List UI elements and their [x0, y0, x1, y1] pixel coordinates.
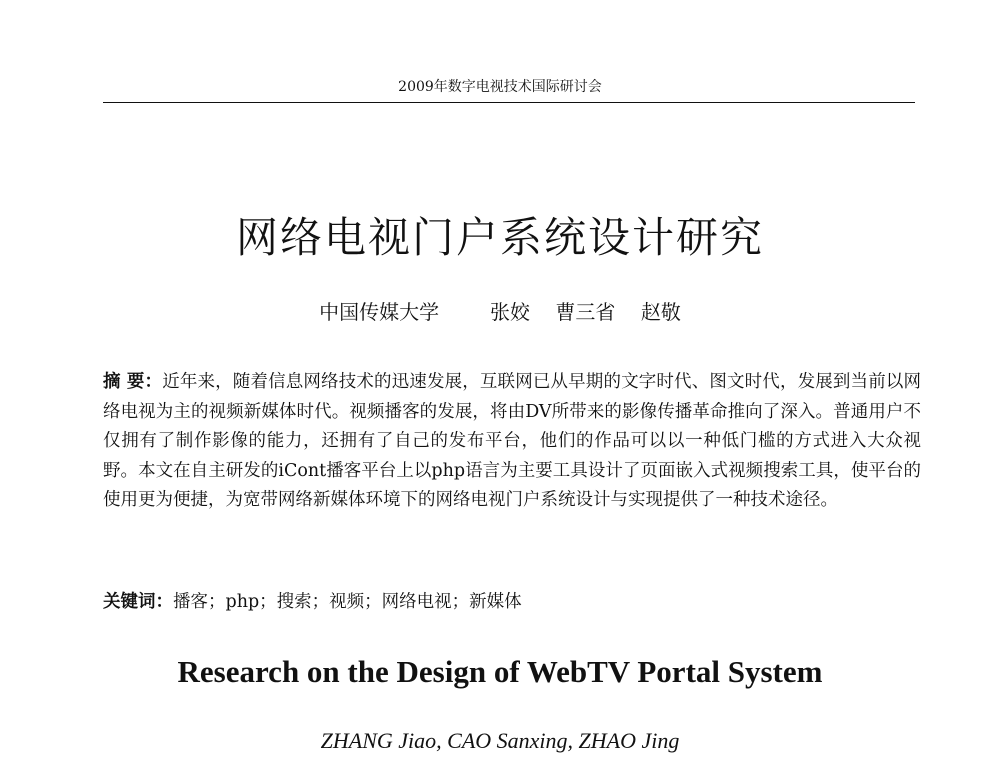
abstract-text: 近年来，随着信息网络技术的迅速发展，互联网已从早期的文字时代、图文时代，发展到当前以网络电视为主的视频新媒体时代。视频播客的发展，将由DV所带来的影像传播革命推向了深入。普通用户不仅拥有了制作影像的能力，还拥有了自己的发布平台，他们的作品可以以一种低门槛的方式进入大众视野。本文在自主研发的iCont播客平台上以php语言为主要工具设计了页面嵌入式视频搜索工具，使平台的使用更为便捷，为宽带网络新媒体环境下的网络电视门户系统设计与实现提供了一种技术途径。	[103, 372, 922, 510]
affiliation: 中国传媒大学	[319, 300, 440, 324]
abstract-label: 摘 要：	[103, 372, 163, 392]
keywords	[103, 588, 921, 613]
author-gap	[439, 300, 490, 324]
paper-title-chinese: 网络电视门户系统设计研究	[235, 213, 764, 262]
abstract	[103, 368, 921, 516]
keywords-text: 播客；php；搜索；视频；网络电视；新媒体	[173, 592, 522, 612]
header-rule	[103, 102, 915, 103]
author-names-chinese: 张姣 曹三省 赵敬	[490, 300, 681, 324]
author-line-chinese	[0, 296, 1000, 325]
keywords-label: 关键词：	[103, 592, 173, 612]
author-line-english: ZHANG Jiao, CAO Sanxing, ZHAO Jing	[320, 728, 680, 753]
paper-title-english: Research on the Design of WebTV Portal System	[177, 654, 823, 689]
running-header: 2009年数字电视技术国际研讨会	[398, 79, 602, 95]
